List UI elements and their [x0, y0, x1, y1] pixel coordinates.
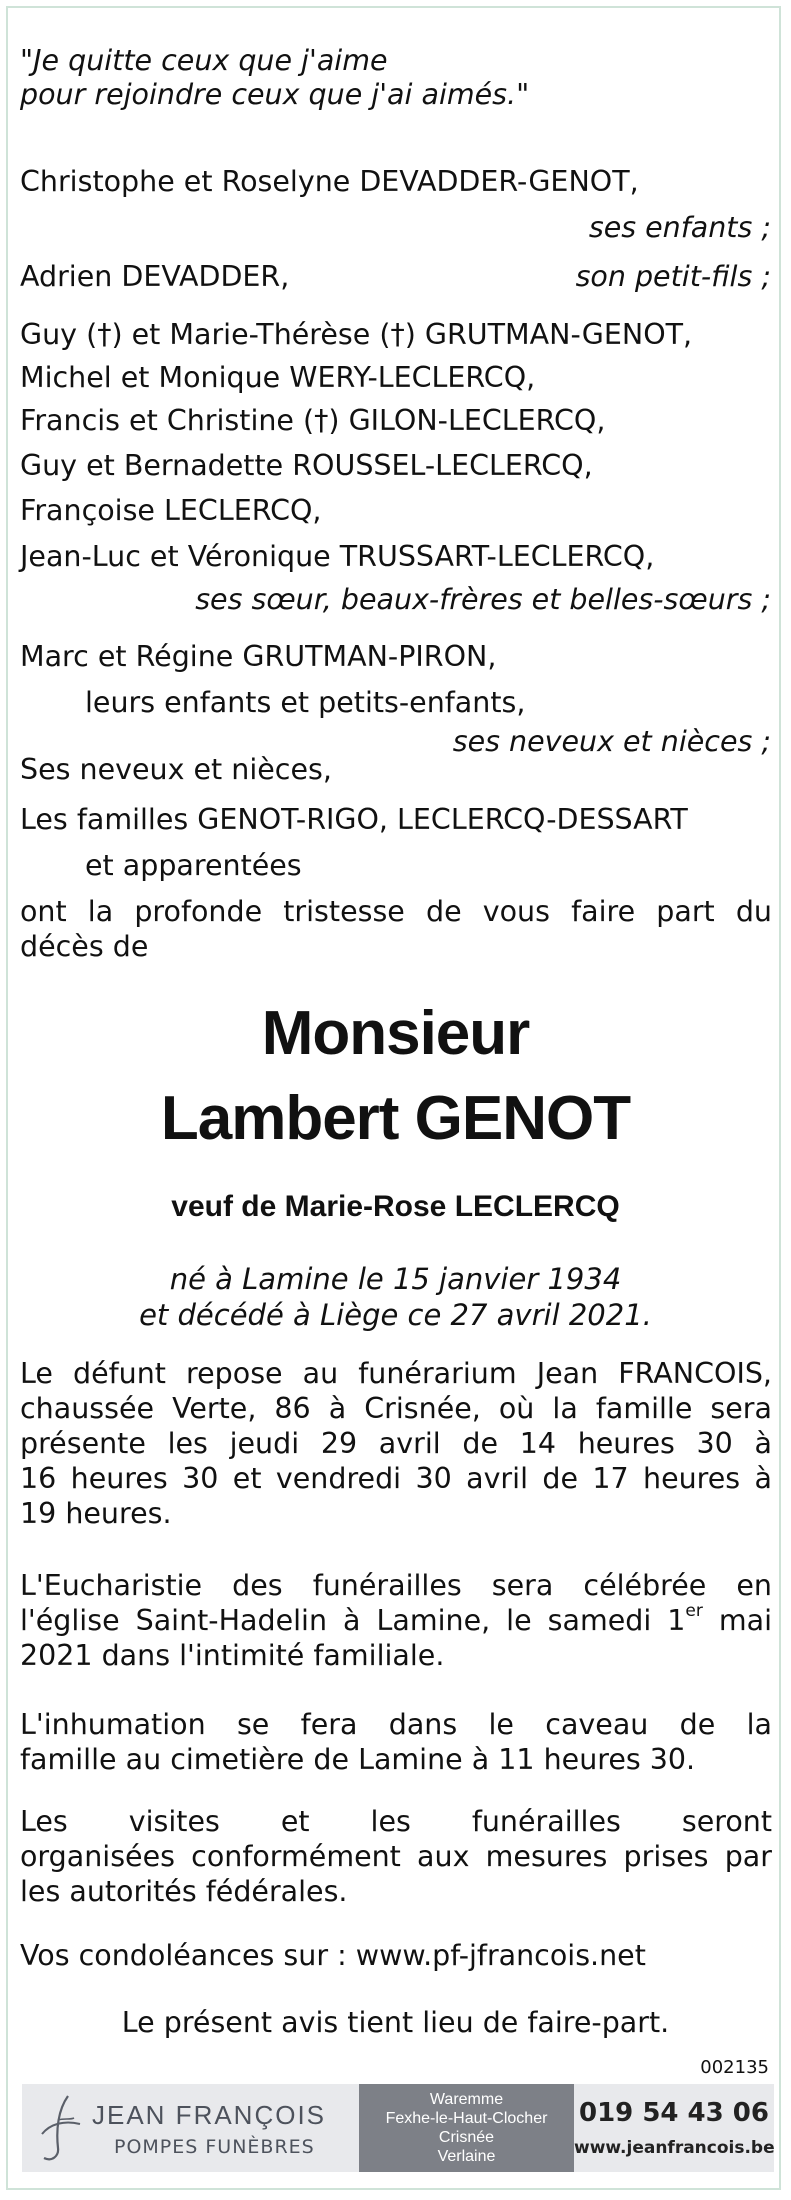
- mass-line-1: L'Eucharistie des funérailles sera célébrée en: [20, 1569, 772, 1602]
- reference-number: 002135: [700, 2057, 769, 2078]
- rest-line: 19 heures.: [20, 1497, 172, 1530]
- burial-paragraph: [20, 1707, 772, 1777]
- rest-paragraph: [20, 1356, 772, 1531]
- deceased-title: Monsieur: [261, 999, 530, 1068]
- notice-line: Le présent avis tient lieu de faire-part.: [121, 2006, 670, 2039]
- nephews-role: ses neveux et nièces ;: [452, 725, 771, 758]
- website-link[interactable]: www.jeanfrancois.be: [574, 2138, 775, 2158]
- brand-name: JEAN FRANÇOIS: [92, 2100, 327, 2130]
- announcement-line-2: décès de: [20, 930, 149, 963]
- nephew-name: Marc et Régine GRUTMAN-PIRON,: [20, 640, 497, 673]
- measures-line: organisées conformément aux mesures prises par: [20, 1840, 772, 1873]
- mass-line-2-end: mai: [702, 1604, 772, 1637]
- burial-line: L'inhumation se fera dans le caveau de la: [20, 1708, 772, 1741]
- died-line: et décédé à Liège ce 27 avril 2021.: [139, 1298, 652, 1332]
- sibling-line: Françoise LECLERCQ,: [20, 494, 322, 527]
- town-item: Waremme: [429, 2091, 504, 2108]
- measures-line: Les visites et les funérailles seront: [20, 1805, 772, 1838]
- town-item: Crisnée: [438, 2129, 495, 2146]
- mass-line-2: [20, 1603, 772, 1638]
- children-role: ses enfants ;: [588, 211, 771, 244]
- sibling-line: Guy (†) et Marie-Thérèse (†) GRUTMAN-GENOT,: [20, 318, 693, 351]
- nephew-children: leurs enfants et petits-enfants,: [85, 686, 526, 719]
- deceased-name: Lambert GENOT: [160, 1084, 631, 1153]
- announcement-line-1: ont la profonde tristesse de vous faire part du: [20, 895, 772, 928]
- rest-line: chaussée Verte, 86 à Crisnée, où la famille sera: [20, 1392, 772, 1425]
- brand-subtitle: POMPES FUNÈBRES: [114, 2136, 315, 2158]
- quote-line-2: pour rejoindre ceux que j'ai aimés.": [20, 78, 530, 111]
- town-item: Verlaine: [437, 2148, 496, 2165]
- rest-line: 16 heures 30 et vendredi 30 avril de 17 heures à: [20, 1462, 772, 1495]
- sibling-line: Michel et Monique WERY-LECLERCQ,: [20, 361, 536, 394]
- rest-line: Le défunt repose au funérarium Jean FRANCOIS,: [20, 1357, 772, 1390]
- grandson-role: son petit-fils ;: [575, 260, 771, 293]
- rest-line: présente les jeudi 29 avril de 14 heures 30 à: [20, 1427, 772, 1460]
- sibling-line: Francis et Christine (†) GILON-LECLERCQ,: [20, 404, 606, 437]
- measures-line: les autorités fédérales.: [20, 1875, 348, 1908]
- mass-paragraph: [20, 1568, 772, 1673]
- siblings-role: ses sœur, beaux-frères et belles-sœurs ;: [195, 583, 771, 616]
- mass-line-3: 2021 dans l'intimité familiale.: [20, 1639, 445, 1672]
- contact-panel: [574, 2084, 774, 2172]
- condolences-line: Vos condoléances sur : www.pf-jfrancois.net: [20, 1939, 646, 1972]
- children-names: Christophe et Roselyne DEVADDER-GENOT,: [20, 165, 639, 198]
- phone-number: 019 54 43 06: [579, 2098, 769, 2128]
- announcement: [20, 894, 772, 964]
- nephews-line: Ses neveux et nièces,: [20, 753, 332, 786]
- funeral-home-banner: [22, 2084, 774, 2172]
- mass-line-2-sup: er: [685, 1601, 703, 1621]
- measures-paragraph: [20, 1804, 772, 1909]
- sibling-line: Jean-Luc et Véronique TRUSSART-LECLERCQ,: [20, 540, 655, 573]
- town-item: Fexhe-le-Haut-Clocher: [385, 2110, 548, 2127]
- born-line: né à Lamine le 15 janvier 1934: [169, 1262, 622, 1296]
- widower-line: veuf de Marie-Rose LECLERCQ: [171, 1190, 620, 1223]
- related-line: et apparentées: [85, 849, 302, 882]
- families-line: Les familles GENOT-RIGO, LECLERCQ-DESSART: [20, 803, 688, 836]
- quote-line-1: "Je quitte ceux que j'aime: [20, 44, 388, 77]
- towns-list: [359, 2090, 574, 2166]
- grandson-name: Adrien DEVADDER,: [20, 260, 290, 293]
- signature-logo-icon: [34, 2090, 88, 2166]
- mass-line-2-text: l'église Saint-Hadelin à Lamine, le samedi 1: [20, 1604, 686, 1637]
- sibling-line: Guy et Bernadette ROUSSEL-LECLERCQ,: [20, 449, 593, 482]
- brand-panel: [22, 2084, 359, 2172]
- burial-line: famille au cimetière de Lamine à 11 heures 30.: [20, 1743, 696, 1776]
